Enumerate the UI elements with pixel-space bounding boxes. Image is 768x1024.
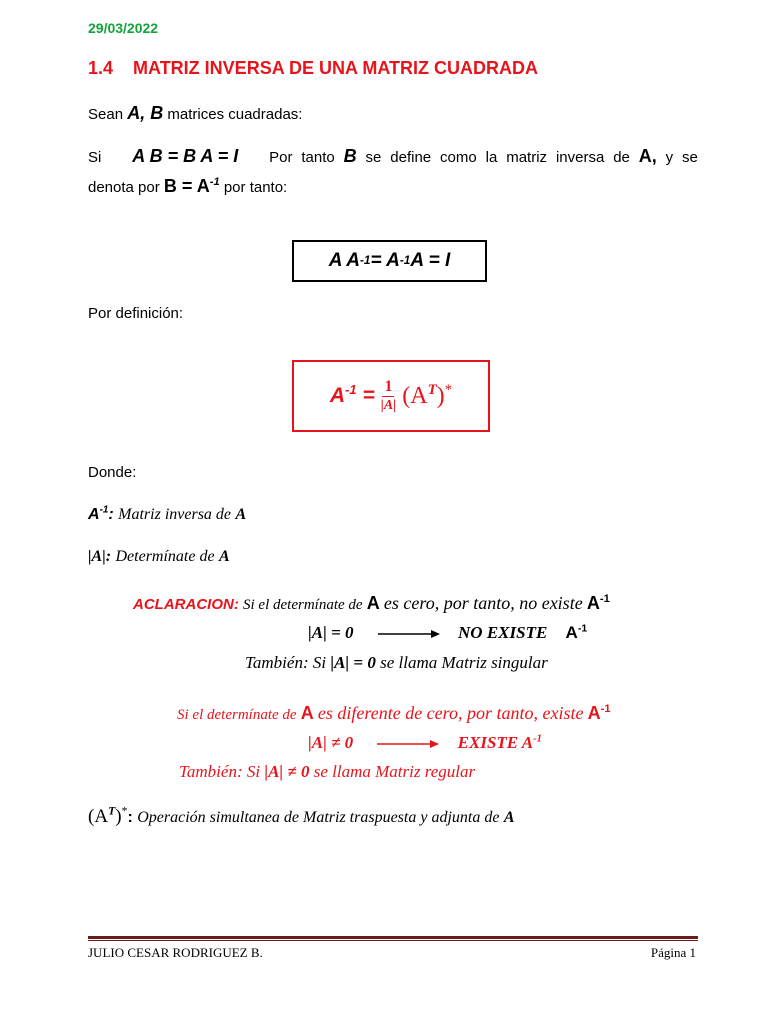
rhs-close: ) — [436, 382, 445, 409]
regular-equation: |A| ≠ 0 — [264, 762, 310, 781]
document-date: 29/03/2022 — [88, 20, 159, 36]
transpose-close: ) — [115, 806, 122, 827]
word-de: de — [613, 149, 630, 166]
por-definicion-label: Por definición: — [88, 305, 184, 322]
inverse-description: Matriz inversa de — [118, 506, 232, 523]
inverse-symbol — [88, 506, 114, 523]
denota-inverse-exponent: -1 — [209, 176, 220, 188]
no-existe-exponent: -1 — [577, 622, 588, 635]
denota-eq-left: B = A — [163, 176, 210, 196]
transpose-colon: : — [127, 809, 133, 826]
section-number: 1.4 — [88, 58, 114, 78]
transpose-description-var: A — [503, 809, 515, 826]
word-tanto: tanto — [301, 149, 335, 166]
word-se-2: se — [682, 149, 698, 166]
sean-vars: A, B — [127, 103, 164, 123]
zero-determinant-equation: |A| = 0 — [308, 623, 354, 642]
inverse-symbol-var: A — [88, 506, 100, 523]
word-como: como — [440, 149, 477, 166]
nonzero-inverse — [588, 703, 611, 723]
footer-rule-thick — [88, 936, 698, 939]
definition-rhs — [402, 383, 452, 410]
existe-exponent: -1 — [533, 733, 542, 745]
no-existe-inverse — [566, 623, 588, 642]
determinant-description-var: A — [219, 548, 230, 565]
fraction-denominator: |A| — [380, 397, 397, 413]
identity-part-2: = A — [370, 250, 400, 271]
word-y: y — [665, 149, 674, 166]
nonzero-text-1: Si el determínate de — [177, 707, 297, 723]
no-existe-label: NO EXISTE — [458, 623, 548, 642]
section-heading — [88, 58, 538, 79]
no-existe-var: A — [565, 623, 578, 642]
regular-suffix: se llama Matriz regular — [313, 762, 476, 781]
definition-equals: = — [356, 384, 375, 407]
aclaracion-inverse-var: A — [586, 593, 600, 613]
word-por: Por — [269, 149, 293, 166]
inverse-description-var: A — [235, 506, 247, 523]
transpose-exponent: T — [108, 804, 116, 818]
nonzero-inverse-exponent: -1 — [600, 703, 611, 715]
aclaracion-inverse — [587, 593, 610, 613]
aclaracion-label: ACLARACION: — [133, 596, 239, 613]
definition-lhs — [330, 384, 375, 408]
si-word: Si — [88, 149, 102, 166]
inverse-symbol-exponent: -1 — [99, 504, 109, 516]
aclaracion-text-1: Si el determínate de — [243, 597, 363, 613]
nonzero-inverse-var: A — [587, 703, 601, 723]
determinant-description: Determínate de — [115, 548, 215, 565]
rhs-open: (A — [402, 382, 428, 409]
sean-prefix: Sean — [88, 106, 124, 123]
definition-determinant-line — [88, 548, 230, 566]
identity-part-3: A = I — [410, 250, 451, 271]
nonzero-determinant-line — [177, 703, 611, 724]
identity-formula-box: A A -1 = A -1 A = I — [292, 240, 487, 282]
nonzero-text-2: es diferente de cero, por tanto, existe — [317, 703, 584, 723]
word-inversa: inversa — [555, 149, 605, 166]
nonzero-equation: |A| ≠ 0 — [308, 733, 354, 752]
definition-fraction — [381, 378, 397, 415]
footer-page-number: Página 1 — [650, 945, 696, 960]
singular-matrix-line — [245, 653, 548, 673]
var-b: B — [343, 146, 357, 166]
footer-author: JULIO CESAR RODRIGUEZ B. — [88, 945, 263, 960]
definition-lhs-var: A — [329, 384, 346, 407]
aclaracion-var: A — [366, 593, 380, 613]
word-define: define — [390, 149, 432, 166]
denota-suffix: por tanto: — [223, 179, 288, 196]
singular-equation: |A| = 0 — [330, 653, 376, 672]
word-se: se — [365, 149, 382, 166]
nonzero-equation-line — [308, 733, 542, 753]
footer-rule-thin — [88, 940, 698, 941]
section-title: MATRIZ INVERSA DE UNA MATRIZ CUADRADA — [133, 58, 539, 78]
aclaracion-inverse-exponent: -1 — [599, 593, 610, 605]
identity-part-1: A A — [328, 250, 361, 271]
singular-prefix: También: Si — [245, 653, 327, 672]
var-a: A, — [638, 146, 657, 166]
intro-denota-line — [88, 176, 287, 197]
determinant-symbol: |A|: — [88, 548, 112, 565]
sean-suffix: matrices cuadradas: — [167, 106, 303, 123]
word-la: la — [485, 149, 498, 166]
arrow-right-icon — [378, 629, 440, 639]
fraction-numerator: 1 — [384, 377, 393, 395]
inverse-symbol-colon: : — [108, 506, 114, 523]
transpose-adjoint-definition — [88, 806, 515, 828]
singular-suffix: se llama Matriz singular — [380, 653, 548, 672]
transpose-symbol — [88, 806, 127, 827]
nonzero-var: A — [300, 703, 314, 723]
donde-label: Donde: — [88, 464, 137, 481]
existe-text: EXISTE A — [457, 733, 534, 752]
regular-matrix-line — [179, 762, 475, 782]
definition-inverse-line — [88, 506, 246, 524]
identity-equation: A B = B A = I — [132, 146, 239, 166]
intro-sean-line — [88, 103, 302, 124]
transpose-open: (A — [88, 806, 109, 827]
regular-prefix: También: Si — [179, 762, 261, 781]
zero-determinant-line — [308, 623, 587, 643]
rhs-transpose-exponent: T — [427, 381, 437, 398]
denota-por: denota por — [88, 179, 160, 196]
inverse-definition-box — [292, 360, 490, 432]
rhs-star: * — [444, 381, 453, 398]
aclaracion-text-2: es cero, por tanto, no existe — [383, 593, 583, 613]
aclaracion-line — [133, 593, 610, 614]
denota-equation — [164, 176, 220, 196]
transpose-description: Operación simultanea de Matriz traspuesta y adjunta de — [137, 809, 500, 826]
arrow-right-icon — [377, 739, 439, 749]
existe-label — [458, 733, 542, 752]
transpose-star: * — [121, 804, 128, 818]
word-matriz: matriz — [506, 149, 548, 166]
intro-si-line — [88, 146, 698, 167]
definition-lhs-exponent: -1 — [345, 382, 357, 397]
